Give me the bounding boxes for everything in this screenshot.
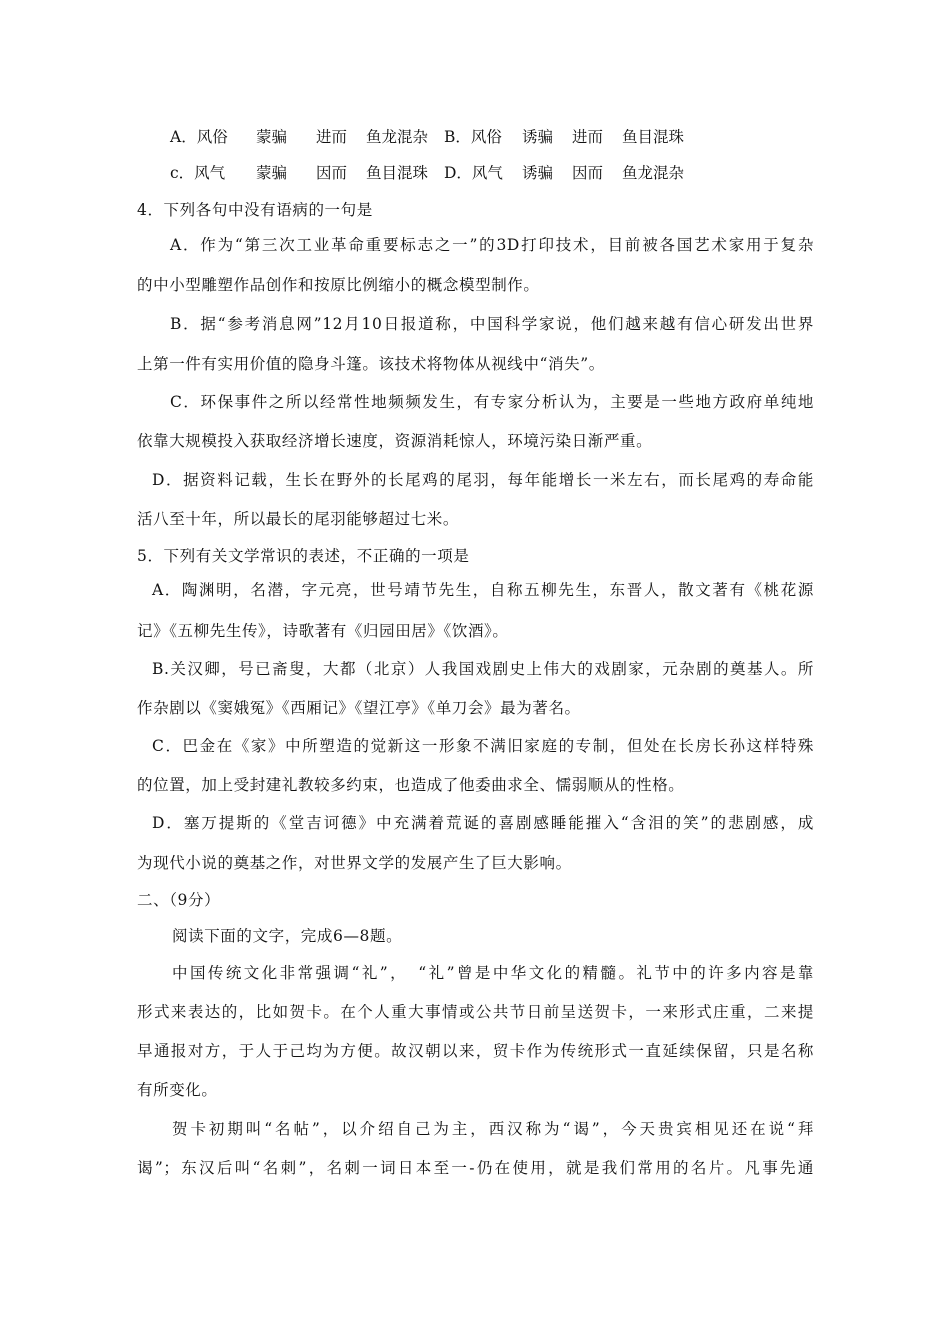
passage-p2-line1: 贺卡初期叫“名帖”，以介绍自己为主，西汉称为“谒”，今天贵宾相见还在说“拜 bbox=[172, 1120, 814, 1138]
q3-option-a-word3: 进而 bbox=[316, 128, 348, 146]
q3-option-d-word2: 诱骗 bbox=[522, 164, 554, 182]
q3-option-d-word3: 因而 bbox=[572, 164, 604, 182]
passage-p1-line3: 早通报对方，于人于己均为方便。故汉朝以来，贸卡作为传统形式一直延续保留，只是名称 bbox=[137, 1042, 814, 1060]
section-heading: 二、（9分） bbox=[137, 891, 221, 909]
q3-option-c-word1: c．风气 bbox=[170, 164, 226, 182]
passage-p1-line2: 形式来表达的，比如贺卡。在个人重大事情或公共节日前呈送贺卡，一来形式庄重，二来提 bbox=[137, 1003, 814, 1021]
q3-option-b-word3: 进而 bbox=[572, 128, 604, 146]
passage-p2-line2: 谒”；东汉后叫“名刺”，名刺一词日本至一-仍在使用，就是我们常用的名片。凡事先通 bbox=[137, 1159, 814, 1177]
passage-p1-line4: 有所变化。 bbox=[137, 1081, 218, 1099]
q5-option-a-line2: 记》《五柳先生传》，诗歌著有《归园田居》《饮酒》。 bbox=[137, 622, 509, 640]
q3-option-b-word4: 鱼目混珠 bbox=[622, 128, 685, 146]
q3-option-c-word3: 因而 bbox=[316, 164, 348, 182]
q3-option-c-word4: 鱼目混珠 bbox=[366, 164, 429, 182]
q3-option-a-word4: 鱼龙混杂 bbox=[366, 128, 429, 146]
q5-option-a-line1: A．陶渊明，名潜，字元亮，世号靖节先生，自称五柳先生，东晋人，散文著有《桃花源 bbox=[152, 581, 814, 599]
q4-option-c-line1: C．环保事件之所以经常性地频频发生，有专家分析认为，主要是一些地方政府单纯地 bbox=[170, 393, 814, 411]
q3-option-c-word2: 蒙骗 bbox=[256, 164, 288, 182]
q3-option-b-word2: 诱骗 bbox=[522, 128, 554, 146]
q5-stem: 5．下列有关文学常识的表述，不正确的一项是 bbox=[137, 547, 470, 565]
q5-option-c-line2: 的位置，加上受封建礼教较多约束，也造成了他委曲求全、懦弱顺从的性格。 bbox=[137, 776, 685, 794]
q4-option-b-line1: B．据“参考消息网”12月10日报道称，中国科学家说，他们越来越有信心研发出世界 bbox=[170, 315, 814, 333]
q5-option-d-line2: 为现代小说的奠基之作，对世界文学的发展产生了巨大影响。 bbox=[137, 854, 572, 872]
q3-option-c bbox=[170, 162, 428, 184]
q5-option-b-line2: 作杂剧以《窦娥冤》《西厢记》《望江亭》《单刀会》最为著名。 bbox=[137, 699, 581, 717]
q4-option-d-line1: D．据资料记载，生长在野外的长尾鸡的尾羽，每年能增长一米左右，而长尾鸡的寿命能 bbox=[152, 471, 814, 489]
passage-p1-line1: 中国传统文化非常强调“礼”， “礼”曾是中华文化的精髓。礼节中的许多内容是靠 bbox=[172, 964, 814, 982]
q3-option-a-word2: 蒙骗 bbox=[256, 128, 288, 146]
q4-option-a-line1: A．作为“第三次工业革命重要标志之一”的3D打印技术，目前被各国艺术家用于复杂 bbox=[170, 236, 814, 254]
q4-stem: 4．下列各句中没有语病的一句是 bbox=[137, 201, 373, 219]
q4-option-d-line2: 活八至十年，所以最长的尾羽能够超过七米。 bbox=[137, 510, 460, 528]
q5-option-b-line1: B.关汉卿，号已斋叟，大都（北京）人我国戏剧史上伟大的戏剧家，元杂剧的奠基人。所 bbox=[152, 660, 814, 678]
reading-instruction: 阅读下面的文字，完成6—8题。 bbox=[172, 927, 403, 945]
q3-option-d-word1: D．风气 bbox=[444, 164, 503, 182]
q3-option-d bbox=[444, 162, 684, 184]
q4-option-c-line2: 依靠大规模投入获取经济增长速度，资源消耗惊人，环境污染日渐严重。 bbox=[137, 432, 653, 450]
q3-option-b-word1: B．风俗 bbox=[444, 128, 502, 146]
q3-option-a bbox=[170, 126, 428, 148]
q3-option-d-word4: 鱼龙混杂 bbox=[622, 164, 685, 182]
q3-option-a-word1: A．风俗 bbox=[170, 128, 228, 146]
q5-option-c-line1: C．巴金在《家》中所塑造的觉新这一形象不满旧家庭的专制，但处在长房长孙这样特殊 bbox=[152, 737, 814, 755]
q4-option-b-line2: 上第一件有实用价值的隐身斗篷。该技术将物体从视线中“消失”。 bbox=[137, 355, 605, 373]
q5-option-d-line1: D．塞万提斯的《堂吉诃德》中充满着荒诞的喜剧感睡能摧入“含泪的笑”的悲剧感，成 bbox=[152, 814, 814, 832]
q4-option-a-line2: 的中小型雕塑作品创作和按原比例缩小的概念模型制作。 bbox=[137, 276, 540, 294]
q3-option-b bbox=[444, 126, 684, 148]
